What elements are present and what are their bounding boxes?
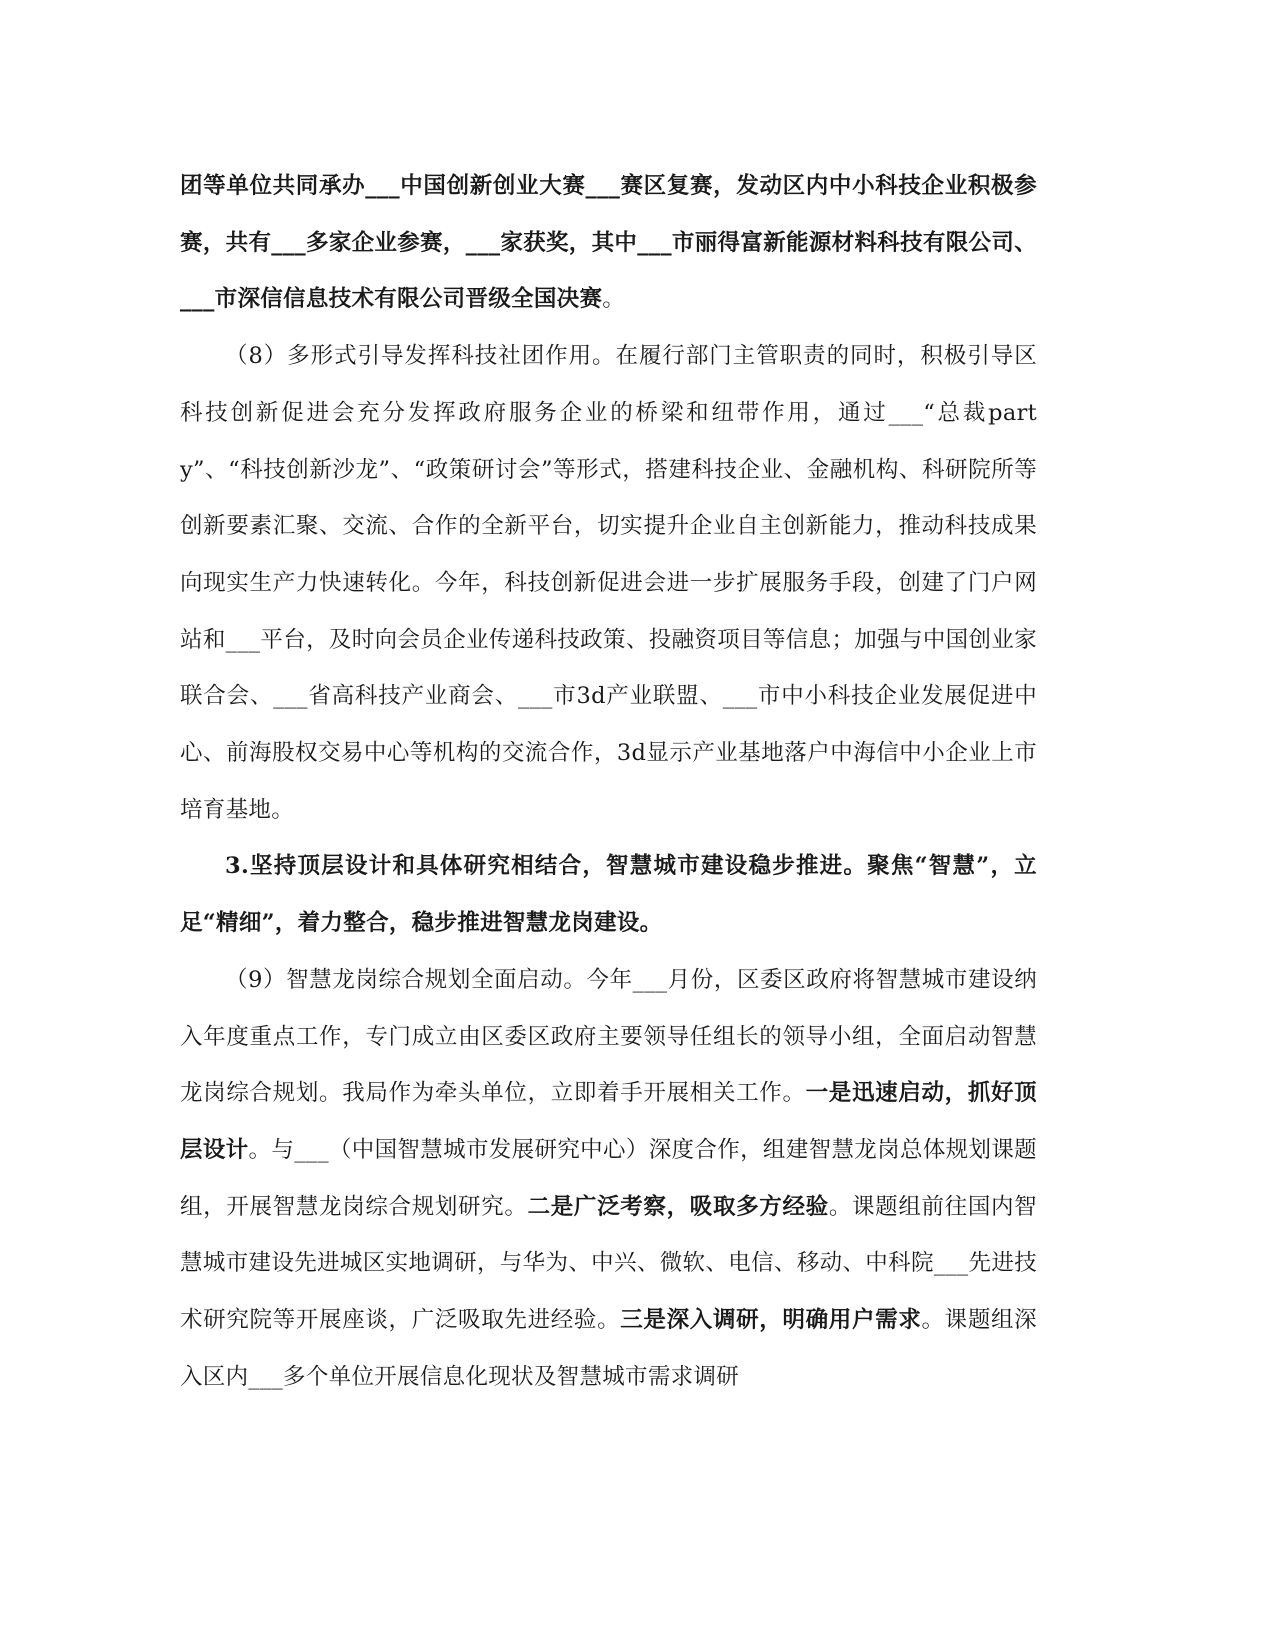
text-regular: 。与___（中国智慧城市发展研究中心）深度合作，组建智慧龙岗总体规划课题组，开展智慧龙岗综合规划研究。 [180, 1136, 1037, 1220]
text-regular: 。课题组深入区内___多个单位开展信息化现状及智慧城市需求调研 [180, 1307, 1037, 1390]
section-heading-3 [180, 838, 1037, 951]
text-regular: （9）智慧龙岗综合规划全面启动。今年___月份，区委区政府将智慧城市建设纳入年度重点工作，专门成立由区委区政府主要领导任组长的领导小组，全面启动智慧龙岗综合规划。我局作为牵头单位，立即着手开展相关工作。 [180, 966, 1037, 1107]
text-regular: 。课题组前往国内智慧城市建设先进城区实地调研，与华为、中兴、微软、电信、移动、中科院___先进技术研究院等开展座谈，广泛吸取先进经验。 [180, 1193, 1037, 1334]
text-bold: 二是广泛考察，吸取多方经验 [527, 1193, 829, 1220]
text-bold: 3.坚持顶层设计和具体研究相结合，智慧城市建设稳步推进。聚焦“智慧”，立足“精细”，着力整合，稳步推进智慧龙岗建设。 [180, 853, 1037, 937]
text-regular: （8）多形式引导发挥科技社团作用。在履行部门主管职责的同时，积极引导区科技创新促进会充分发挥政府服务企业的桥梁和纽带作用，通过___“总裁party”、“科技创新沙龙”、“政策研讨会”等形式，搭建科技企业、金融机构、科研院所等创新要素汇聚、交流、合作的全新平台，切实提升企业自主创新能力，推动科技成果向现实生产力快速转化。今年，科技创新促进会进一步扩展服务手段，创建了门户网站和___平台，及时向会员企业传递科技政策、投融资项目等信息；加强与中国创业家联合会、___省高科技产业商会、___市3d产业联盟、___市中小科技企业发展促进中心、前海股权交易中心等机构的交流合作，3d显示产业基地落户中海信中小企业上市培育基地。 [180, 343, 1037, 823]
text-bold: 三是深入调研，明确用户需求 [620, 1307, 922, 1334]
text-regular: 。 [602, 286, 626, 313]
document-body [180, 158, 1037, 1405]
paragraph-competition [180, 158, 1037, 328]
text-bold: 团等单位共同承办___中国创新创业大赛___赛区复赛，发动区内中小科技企业积极参赛，共有___多家企业参赛，___家获奖，其中___市丽得富新能源材料科技有限公司、___市深信信息技术有限公司晋级全国决赛 [180, 173, 1037, 313]
text-bold: 一是迅速启动，抓好顶层设计 [180, 1080, 1037, 1163]
paragraph-item-9 [180, 952, 1037, 1406]
paragraph-item-8 [180, 328, 1037, 838]
